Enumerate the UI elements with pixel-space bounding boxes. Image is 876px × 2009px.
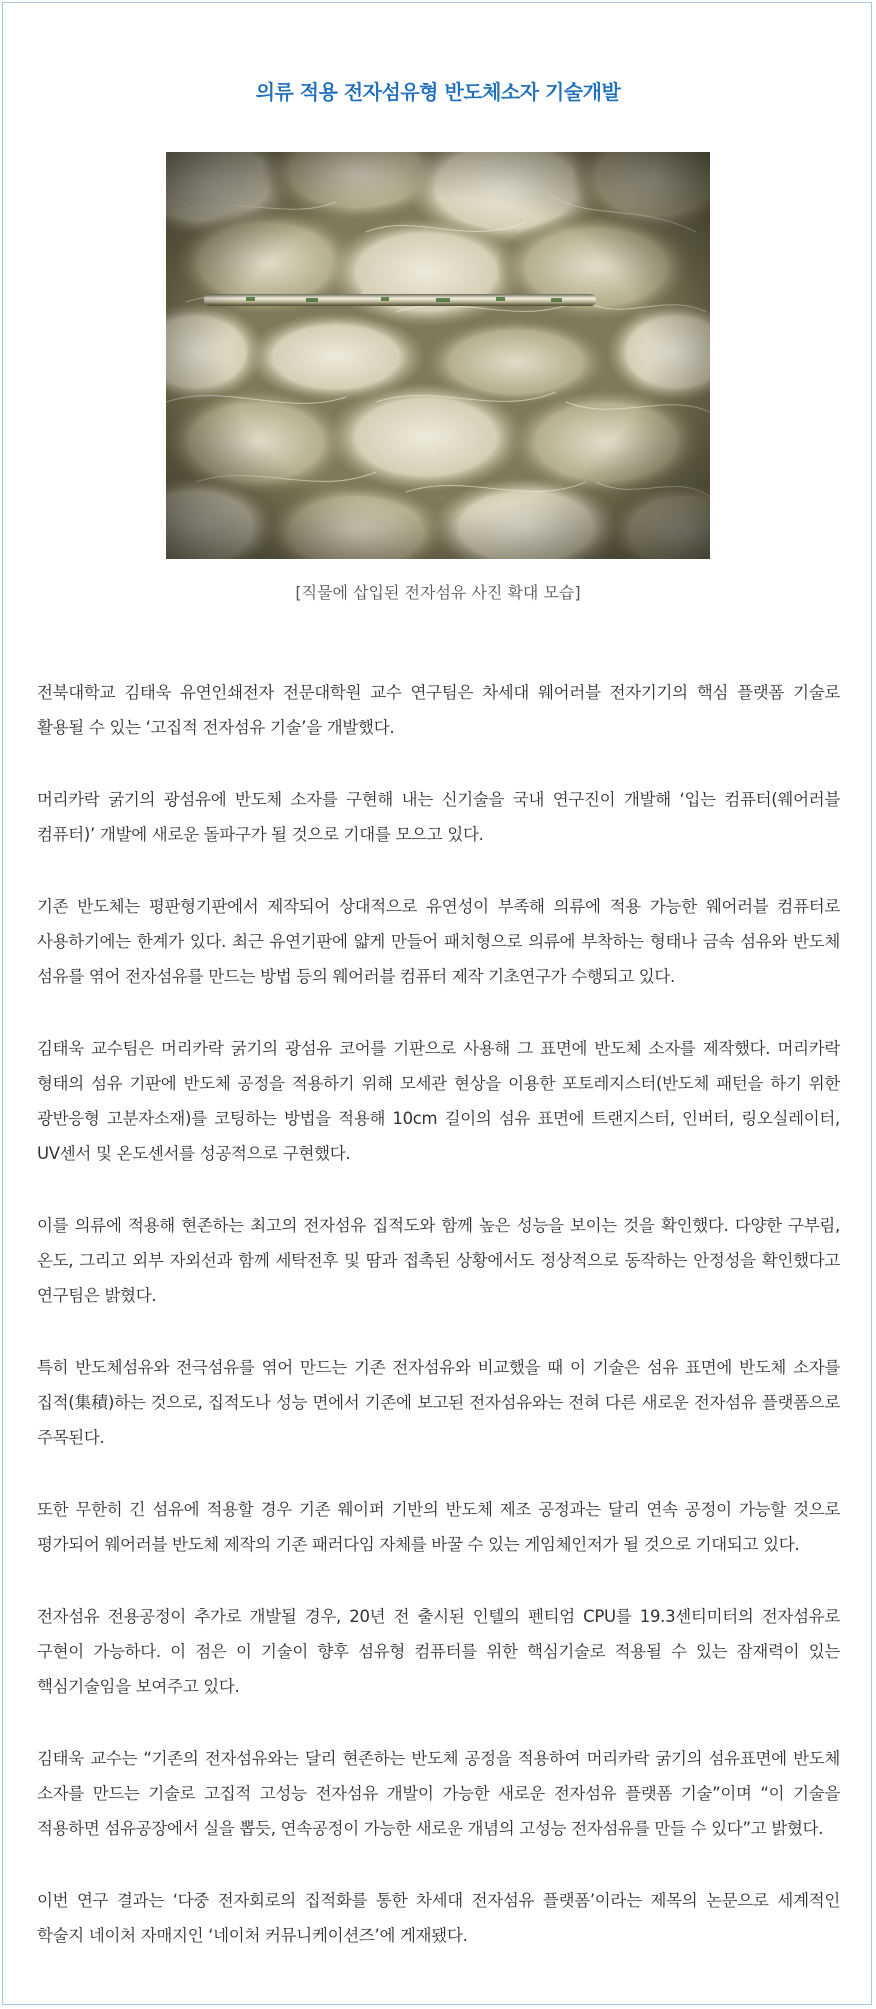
fabric-microscope-photo: [166, 152, 710, 559]
image-caption: [직물에 삽입된 전자섬유 사진 확대 모습]: [295, 583, 581, 602]
article-paragraph: 전자섬유 전용공정이 추가로 개발될 경우, 20년 전 출시된 인텔의 펜티엄 CPU를 19.3센티미터의 전자섬유로 구현이 가능하다. 이 점은 이 기술이 향후 섬유형 컴퓨터를 위한 핵심기술로 적용될 수 있는 잠재력이 있는 핵심기술임을 보여주고 있다.: [37, 1607, 840, 1696]
article-paragraph: 또한 무한히 긴 섬유에 적용할 경우 기존 웨이퍼 기반의 반도체 제조 공정과는 달리 연속 공정이 가능할 것으로 평가되어 웨어러블 반도체 제작의 기존 패러다임 자체를 바꿀 수 있는 게임체인저가 될 것으로 기대되고 있다.: [37, 1500, 840, 1554]
article-paragraph: 김태욱 교수는 “기존의 전자섬유와는 달리 현존하는 반도체 공정을 적용하여 머리카락 굵기의 섬유표면에 반도체 소자를 만드는 기술로 고집적 고성능 전자섬유 개발이 가능한 새로운 전자섬유 플랫폼 기술”이며 “이 기술을 적용하면 섬유공장에서 실을 뽑듯, 연속공정이 가능한 새로운 개념의 고성능 전자섬유를 만들 수 있다”고 밝혔다.: [37, 1749, 840, 1838]
article-paragraph: 이번 연구 결과는 ‘다중 전자회로의 집적화를 통한 차세대 전자섬유 플랫폼’이라는 제목의 논문으로 세계적인 학술지 네이처 자매지인 ‘네이처 커뮤니케이션즈’에 게재됐다.: [37, 1891, 840, 1945]
article-paragraph: 이를 의류에 적용해 현존하는 최고의 전자섬유 집적도와 함께 높은 성능을 보이는 것을 확인했다. 다양한 구부림, 온도, 그리고 외부 자외선과 함께 세탁전후 및 땀과 접촉된 상황에서도 정상적으로 동작하는 안정성을 확인했다고 연구팀은 밝혔다.: [37, 1216, 840, 1305]
article-paragraph: 전북대학교 김태욱 유연인쇄전자 전문대학원 교수 연구팀은 차세대 웨어러블 전자기기의 핵심 플랫폼 기술로 활용될 수 있는 ‘고집적 전자섬유 기술’을 개발했다.: [37, 683, 840, 737]
article-title: 의류 적용 전자섬유형 반도체소자 기술개발: [255, 80, 621, 104]
article-paragraph: 특히 반도체섬유와 전극섬유를 엮어 만드는 기존 전자섬유와 비교했을 때 이 기술은 섬유 표면에 반도체 소자를 집적(集積)하는 것으로, 집적도나 성능 면에서 기존에 보고된 전자섬유와는 전혀 다른 새로운 전자섬유 플랫폼으로 주목된다.: [37, 1358, 840, 1447]
article-paragraph: 김태욱 교수팀은 머리카락 굵기의 광섬유 코어를 기판으로 사용해 그 표면에 반도체 소자를 제작했다. 머리카락 형태의 섬유 기판에 반도체 공정을 적용하기 위해 모세관 현상을 이용한 포토레지스터(반도체 패턴을 하기 위한 광반응형 고분자소재)를 코팅하는 방법을 적용해 10cm 길이의 섬유 표면에 트랜지스터, 인버터, 링오실레이터, UV센서 및 온도센서를 성공적으로 구현했다.: [37, 1039, 840, 1163]
article-paragraph: 기존 반도체는 평판형기판에서 제작되어 상대적으로 유연성이 부족해 의류에 적용 가능한 웨어러블 컴퓨터로 사용하기에는 한계가 있다. 최근 유연기판에 얇게 만들어 패치형으로 의류에 부착하는 형태나 금속 섬유와 반도체 섬유를 엮어 전자섬유를 만드는 방법 등의 웨어러블 컴퓨터 제작 기초연구가 수행되고 있다.: [37, 897, 840, 986]
article-body: [37, 675, 840, 1953]
article-paragraph: 머리카락 굵기의 광섬유에 반도체 소자를 구현해 내는 신기술을 국내 연구진이 개발해 ‘입는 컴퓨터(웨어러블 컴퓨터)’ 개발에 새로운 돌파구가 될 것으로 기대를 모으고 있다.: [37, 790, 840, 844]
